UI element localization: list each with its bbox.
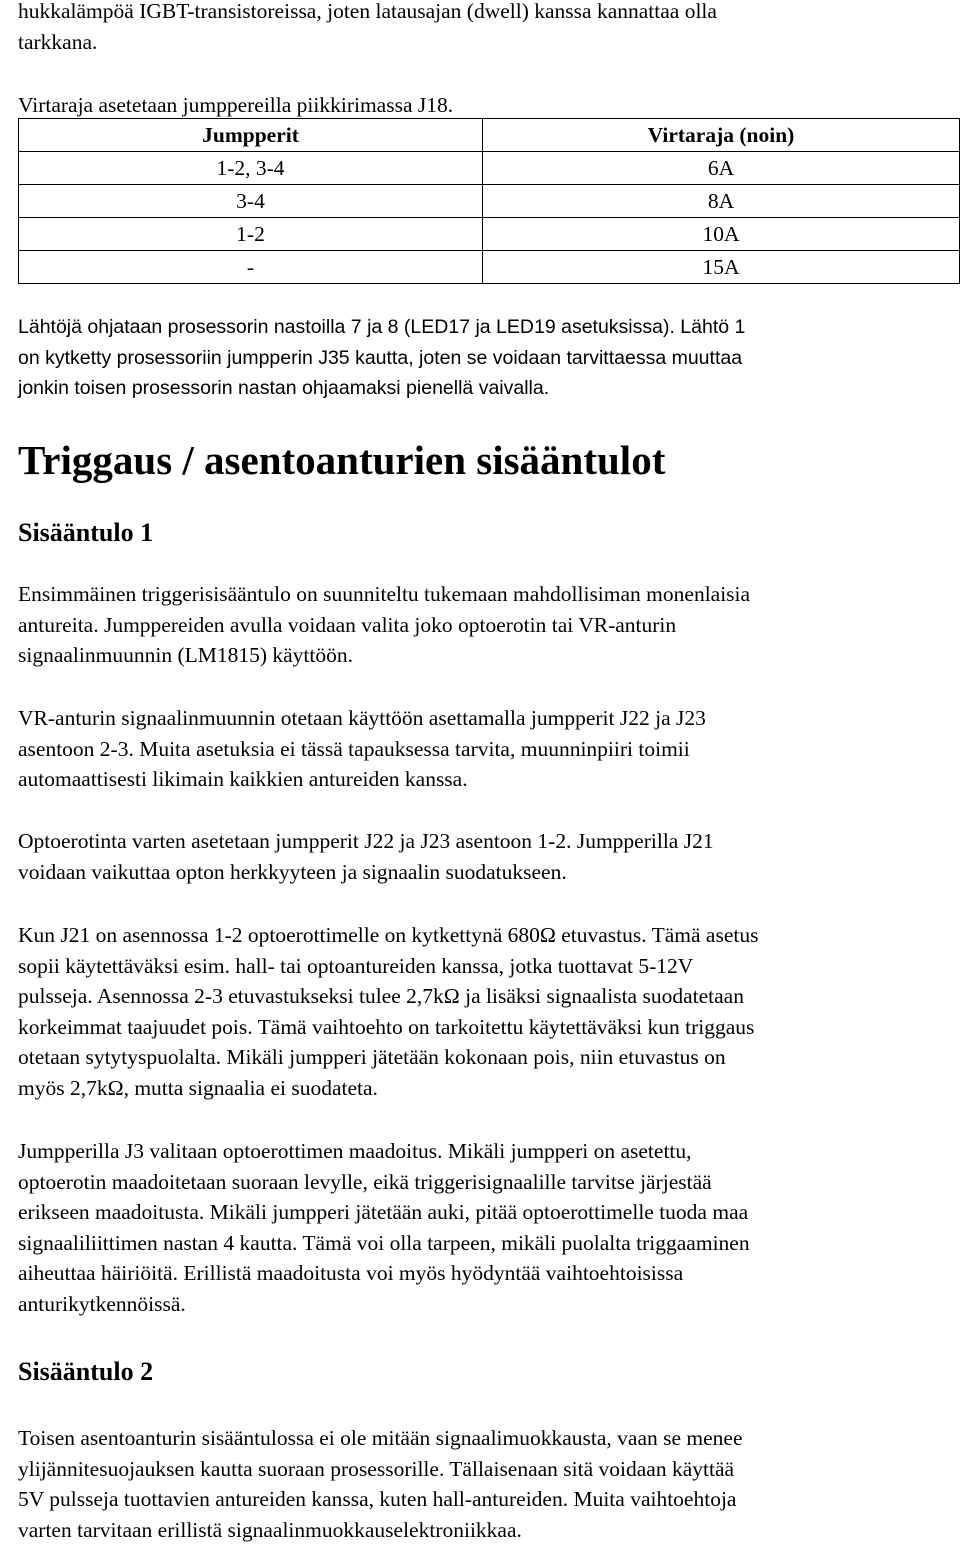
text-line: on kytketty prosessoriin jumpperin J35 kautta, joten se voidaan tarvittaessa muuttaa <box>18 346 743 369</box>
text-line: otetaan sytytyspuolalta. Mikäli jumpperi jätetään kokonaan pois, niin etuvastus on <box>18 1045 726 1069</box>
input1-paragraph <box>18 703 706 795</box>
table-cell: 3-4 <box>19 185 483 218</box>
current-limit-text: Virtaraja asetetaan jumppereilla piikkirimassa J18. <box>18 93 454 117</box>
text-line: antureita. Jumppereiden avulla voidaan valita joko optoerotin tai VR-anturin <box>18 612 677 637</box>
text-line: aiheuttaa häiriöitä. Erillistä maadoitusta voi myös hyödyntää vaihtoehtoisissa <box>18 1261 684 1285</box>
table-cell: - <box>19 251 483 284</box>
text-line: Kun J21 on asennossa 1-2 optoerottimelle on kytkettynä 680Ω etuvastus. Tämä asetus <box>18 923 759 947</box>
text-line: Lähtöjä ohjataan prosessorin nastoilla 7 ja 8 (LED17 ja LED19 asetuksissa). Lähtö 1 <box>18 316 746 338</box>
input2-heading: Sisääntulo 2 <box>18 1357 154 1386</box>
table-header: Jumpperit <box>19 119 483 152</box>
table-cell: 6A <box>483 152 960 185</box>
text-line: signaalinmuunnin (LM1815) käyttöön. <box>18 643 354 667</box>
text-line: myös 2,7kΩ, mutta signaalia ei suodateta. <box>18 1075 378 1100</box>
text-line: korkeimmat taajuudet pois. Tämä vaihtoehto on tarkoitettu käytettäväksi kun triggaus <box>18 1014 755 1039</box>
text-line: ylijännitesuojauksen kautta suoraan prosessorille. Tällaisenaan sitä voidaan käyttää <box>18 1456 735 1481</box>
table-cell: 15A <box>483 251 960 284</box>
table-row <box>19 152 960 185</box>
input1-paragraph <box>18 579 750 671</box>
table-row <box>19 218 960 251</box>
table-cell: 10A <box>483 218 960 251</box>
table-row <box>19 251 960 284</box>
outputs-paragraph <box>18 312 745 404</box>
text-line: anturikytkennöissä. <box>18 1291 186 1316</box>
text-line: tarkkana. <box>18 29 98 54</box>
table-cell: 1-2, 3-4 <box>19 152 483 185</box>
text-line: Ensimmäinen triggerisisääntulo on suunniteltu tukemaan mahdollisiman monenlaisia <box>18 582 751 606</box>
text-line: signaaliliittimen nastan 4 kautta. Tämä voi olla tarpeen, mikäli puolalta triggaaminen <box>18 1230 750 1255</box>
text-line: erikseen maadoitusta. Mikäli jumpperi jätetään auki, pitää optoerottimelle tuoda maa <box>18 1200 749 1224</box>
table-row <box>19 185 960 218</box>
text-line: 5V pulsseja tuottavien antureiden kanssa, kuten hall-antureiden. Muita vaihtoehtoja <box>18 1487 737 1511</box>
text-line: voidaan vaikuttaa opton herkkyyteen ja signaalin suodatukseen. <box>18 859 567 884</box>
text-line: varten tarvitaan erillistä signaalinmuokkauselektroniikkaa. <box>18 1517 522 1542</box>
input2-paragraph <box>18 1423 743 1545</box>
input1-paragraph <box>18 920 758 1103</box>
table-header: Virtaraja (noin) <box>483 119 960 152</box>
text-line: optoerotin maadoitetaan suoraan levylle, eikä triggerisignaalille tarvitse järjestää <box>18 1169 712 1194</box>
table-cell: 8A <box>483 185 960 218</box>
input1-paragraph <box>18 1136 750 1319</box>
text-line: Toisen asentoanturin sisääntulossa ei ole mitään signaalimuokkausta, vaan se menee <box>18 1426 743 1450</box>
table-header-row <box>19 119 960 152</box>
text-line: pulsseja. Asennossa 2-3 etuvastukseksi tulee 2,7kΩ ja lisäksi signaalista suodatetaan <box>18 984 744 1008</box>
text-line: automaattisesti likimain kaikkien antureiden kanssa. <box>18 767 468 791</box>
input1-heading: Sisääntulo 1 <box>18 518 154 547</box>
input1-paragraph <box>18 826 714 887</box>
text-line: asentoon 2-3. Muita asetuksia ei tässä tapauksessa tarvita, muunninpiiri toimii <box>18 736 690 761</box>
text-line: Optoerotinta varten asetetaan jumpperit J22 ja J23 asentoon 1-2. Jumpperilla J21 <box>18 829 714 853</box>
section-title: Triggaus / asentoanturien sisääntulot <box>18 437 666 483</box>
text-line: jonkin toisen prosessorin nastan ohjaamaksi pienellä vaivalla. <box>18 377 550 399</box>
text-line: sopii käytettäväksi esim. hall- tai optoantureiden kanssa, jotka tuottavat 5-12V <box>18 953 694 978</box>
jumper-table <box>18 118 960 284</box>
text-line: VR-anturin signaalinmuunnin otetaan käyttöön asettamalla jumpperit J22 ja J23 <box>18 706 706 730</box>
table-cell: 1-2 <box>19 218 483 251</box>
intro-paragraph <box>18 0 717 57</box>
text-line: hukkalämpöä IGBT-transistoreissa, joten latausajan (dwell) kanssa kannattaa olla <box>18 0 717 23</box>
text-line: Jumpperilla J3 valitaan optoerottimen maadoitus. Mikäli jumpperi on asetettu, <box>18 1139 692 1163</box>
